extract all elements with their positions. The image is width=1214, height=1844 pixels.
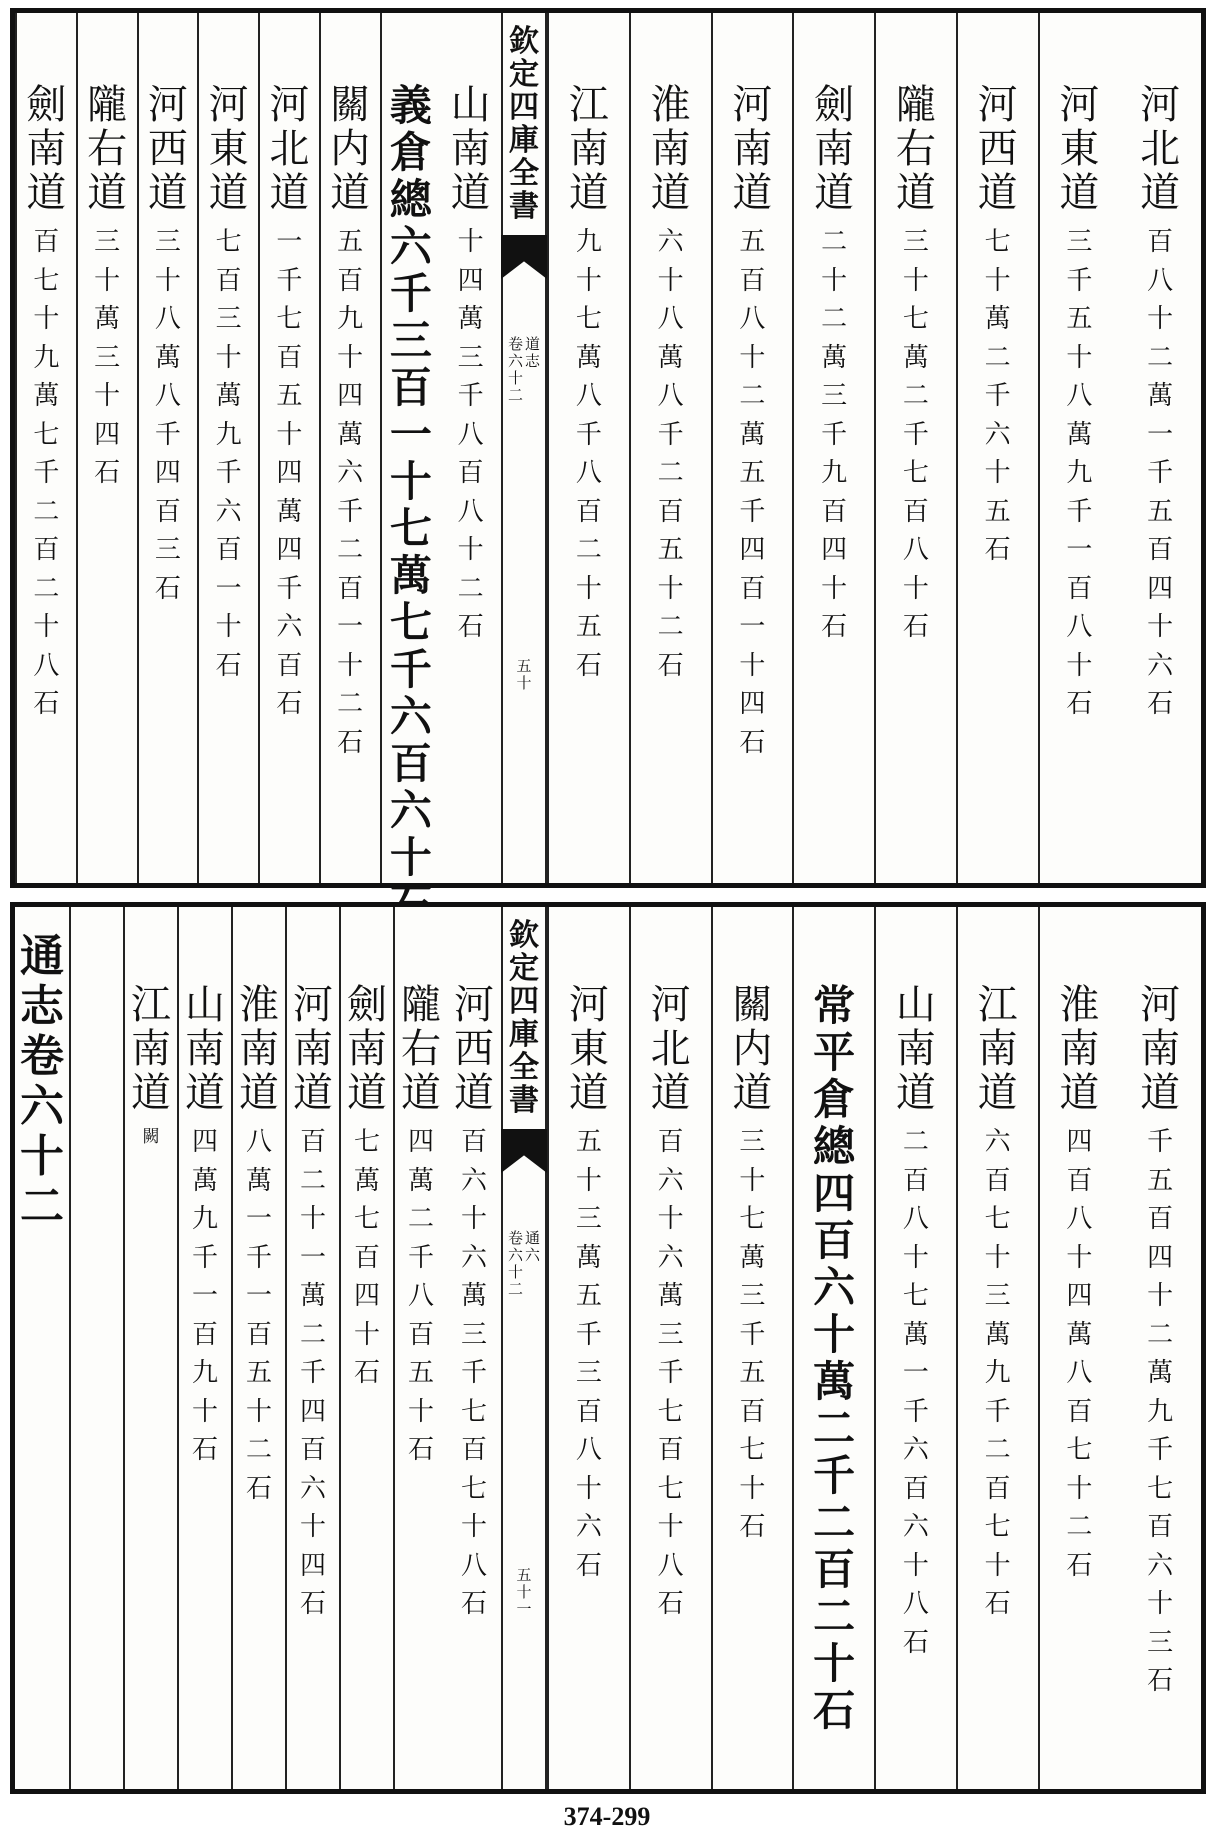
circuit-name: 山 南 道 bbox=[450, 82, 491, 216]
circuit-entry-column bbox=[711, 13, 793, 883]
grain-amount-text: 千 五 百 四 十 二 萬 九 千 七 百 六 十 三 石 bbox=[1147, 1127, 1174, 1696]
circuit-entry-column bbox=[319, 13, 380, 883]
circuit-name: 河 東 道 bbox=[568, 982, 609, 1116]
grain-amount-text: 百 七 十 九 萬 七 千 二 百 二 十 八 石 bbox=[33, 227, 60, 719]
chapter-end-title: 通 志 卷 六 十 二 bbox=[20, 931, 64, 1232]
circuit-entry-column bbox=[285, 907, 339, 1789]
book-title: 欽 定 四 庫 全 書 bbox=[509, 24, 539, 224]
circuit-entry-column bbox=[1119, 13, 1201, 883]
grain-amount-text: 四 百 八 十 四 萬 八 百 七 十 二 石 bbox=[1066, 1127, 1093, 1581]
grain-amount-text: 百 六 十 六 萬 三 千 七 百 七 十 八 石 bbox=[657, 1127, 684, 1619]
total-column bbox=[380, 13, 441, 883]
circuit-entry-column bbox=[629, 13, 711, 883]
circuit-name: 江 南 道 bbox=[568, 82, 609, 216]
grain-amount-text: 一 千 七 百 五 十 四 萬 四 千 六 百 石 bbox=[276, 227, 303, 719]
grain-amount-text: 三 十 七 萬 三 千 五 百 七 十 石 bbox=[739, 1127, 766, 1542]
grain-amount-text: 五 十 三 萬 五 千 三 百 八 十 六 石 bbox=[575, 1127, 602, 1581]
circuit-name: 山 南 道 bbox=[895, 982, 936, 1116]
folio-page-number: 五 十 bbox=[516, 657, 532, 692]
circuit-name: 山 南 道 bbox=[185, 982, 225, 1116]
circuit-name: 河 西 道 bbox=[977, 82, 1018, 216]
circuit-name: 江 南 道 bbox=[131, 982, 171, 1116]
circuit-entry-column bbox=[197, 13, 258, 883]
circuit-name: 關 内 道 bbox=[732, 982, 773, 1116]
circuit-entry-column bbox=[792, 13, 874, 883]
circuit-name: 河 北 道 bbox=[1140, 82, 1181, 216]
fishtail-ornament-icon bbox=[501, 235, 547, 279]
circuit-entry-column bbox=[629, 907, 711, 1789]
circuit-name: 劍 南 道 bbox=[814, 82, 855, 216]
circuit-entry-column bbox=[1119, 907, 1201, 1789]
grain-amount-text: 三 十 七 萬 二 千 七 百 八 十 石 bbox=[902, 227, 929, 642]
grain-amount-text: 九 十 七 萬 八 千 八 百 二 十 五 石 bbox=[575, 227, 602, 681]
circuit-name: 河 東 道 bbox=[1059, 82, 1100, 216]
circuit-name: 河 南 道 bbox=[732, 82, 773, 216]
grain-amount-text: 百 八 十 二 萬 一 千 五 百 四 十 六 石 bbox=[1147, 227, 1174, 719]
circuit-entry-column bbox=[231, 907, 285, 1789]
circuit-name: 關 内 道 bbox=[330, 82, 371, 216]
circuit-name: 隴 右 道 bbox=[895, 82, 936, 216]
circuit-name: 淮 南 道 bbox=[1059, 982, 1100, 1116]
circuit-name: 劍 南 道 bbox=[26, 82, 67, 216]
circuit-entry-column bbox=[137, 13, 198, 883]
circuit-entry-column bbox=[76, 13, 137, 883]
grain-amount-text: 八 萬 一 千 一 百 五 十 二 石 bbox=[245, 1127, 272, 1504]
circuit-entry-column bbox=[123, 907, 177, 1789]
circuit-name: 河 西 道 bbox=[147, 82, 188, 216]
circuit-entry-column bbox=[258, 13, 319, 883]
grain-amount-text: 六 百 七 十 三 萬 九 千 二 百 七 十 石 bbox=[984, 1127, 1011, 1619]
grain-amount-text: 闕 bbox=[142, 1127, 160, 1147]
granary-total-text: 常 平 倉 總 四 百 六 十 萬 二 千 二 百 二 十 石 bbox=[813, 981, 856, 1735]
circuit-name: 河 北 道 bbox=[269, 82, 310, 216]
grain-amount-text: 五 百 八 十 二 萬 五 千 四 百 一 十 四 石 bbox=[739, 227, 766, 758]
center-fold-bottom bbox=[501, 907, 547, 1789]
circuit-name: 劍 南 道 bbox=[347, 982, 387, 1116]
grain-amount-text: 三 十 萬 三 十 四 石 bbox=[94, 227, 121, 488]
folio-page-number: 五 十 一 bbox=[516, 1566, 532, 1618]
circuit-entry-column bbox=[447, 907, 501, 1789]
circuit-name: 河 北 道 bbox=[650, 982, 691, 1116]
circuit-name: 淮 南 道 bbox=[650, 82, 691, 216]
circuit-entry-column bbox=[1038, 13, 1120, 883]
circuit-entry-column bbox=[547, 907, 629, 1789]
grain-amount-text: 七 十 萬 二 千 六 十 五 石 bbox=[984, 227, 1011, 565]
circuit-entry-column bbox=[177, 907, 231, 1789]
grain-amount-text: 十 四 萬 三 千 八 百 八 十 二 石 bbox=[457, 227, 484, 642]
blank-column bbox=[69, 907, 123, 1789]
grain-amount-text: 七 百 三 十 萬 九 千 六 百 一 十 石 bbox=[215, 227, 242, 681]
circuit-entry-column bbox=[1038, 907, 1120, 1789]
circuit-name: 江 南 道 bbox=[977, 982, 1018, 1116]
grain-amount-text: 三 十 八 萬 八 千 四 百 三 石 bbox=[154, 227, 181, 604]
circuit-name: 河 西 道 bbox=[454, 982, 494, 1116]
circuit-entry-column bbox=[874, 13, 956, 883]
grain-amount-text: 百 二 十 一 萬 二 千 四 百 六 十 四 石 bbox=[299, 1127, 326, 1619]
circuit-entry-column bbox=[956, 907, 1038, 1789]
center-fold-top bbox=[501, 13, 547, 883]
grain-amount-text: 五 百 九 十 四 萬 六 千 二 百 一 十 二 石 bbox=[337, 227, 364, 758]
circuit-entry-column bbox=[711, 907, 793, 1789]
page-number-footer: 374-299 bbox=[563, 1802, 651, 1831]
section-label: 道 志 卷 六 十 二 bbox=[507, 335, 541, 404]
circuit-entry-column bbox=[440, 13, 501, 883]
circuit-name: 隴 右 道 bbox=[87, 82, 128, 216]
grain-amount-text: 四 萬 九 千 一 百 九 十 石 bbox=[191, 1127, 218, 1465]
grain-amount-text: 二 十 二 萬 三 千 九 百 四 十 石 bbox=[821, 227, 848, 642]
book-title: 欽 定 四 庫 全 書 bbox=[509, 918, 539, 1118]
grain-amount-text: 二 百 八 十 七 萬 一 千 六 百 六 十 八 石 bbox=[902, 1127, 929, 1658]
folio-bottom bbox=[10, 902, 1206, 1794]
grain-amount-text: 三 千 五 十 八 萬 九 千 一 百 八 十 石 bbox=[1066, 227, 1093, 719]
grain-amount-text: 百 六 十 六 萬 三 千 七 百 七 十 八 石 bbox=[460, 1127, 487, 1619]
total-column bbox=[792, 907, 874, 1789]
circuit-name: 淮 南 道 bbox=[239, 982, 279, 1116]
folio-top bbox=[10, 8, 1206, 888]
circuit-entry-column bbox=[393, 907, 447, 1789]
grain-amount-text: 七 萬 七 百 四 十 石 bbox=[353, 1127, 380, 1388]
grain-amount-text: 四 萬 二 千 八 百 五 十 石 bbox=[407, 1127, 434, 1465]
circuit-entry-column bbox=[547, 13, 629, 883]
circuit-name: 河 東 道 bbox=[208, 82, 249, 216]
end-title-column bbox=[15, 907, 69, 1789]
circuit-entry-column bbox=[339, 907, 393, 1789]
granary-total-text: 義 倉 總 六 千 三 百 一 十 七 萬 七 千 六 百 六 十 bbox=[389, 81, 432, 882]
fishtail-ornament-icon bbox=[501, 1129, 547, 1173]
circuit-name: 隴 右 道 bbox=[401, 982, 441, 1116]
grain-amount-text: 六 十 八 萬 八 千 二 百 五 十 二 石 bbox=[657, 227, 684, 681]
circuit-entry-column bbox=[15, 13, 76, 883]
circuit-name: 河 南 道 bbox=[293, 982, 333, 1116]
section-label: 通 六 卷 六 十 二 bbox=[507, 1229, 541, 1298]
circuit-entry-column bbox=[874, 907, 956, 1789]
circuit-name: 河 南 道 bbox=[1140, 982, 1181, 1116]
circuit-entry-column bbox=[956, 13, 1038, 883]
